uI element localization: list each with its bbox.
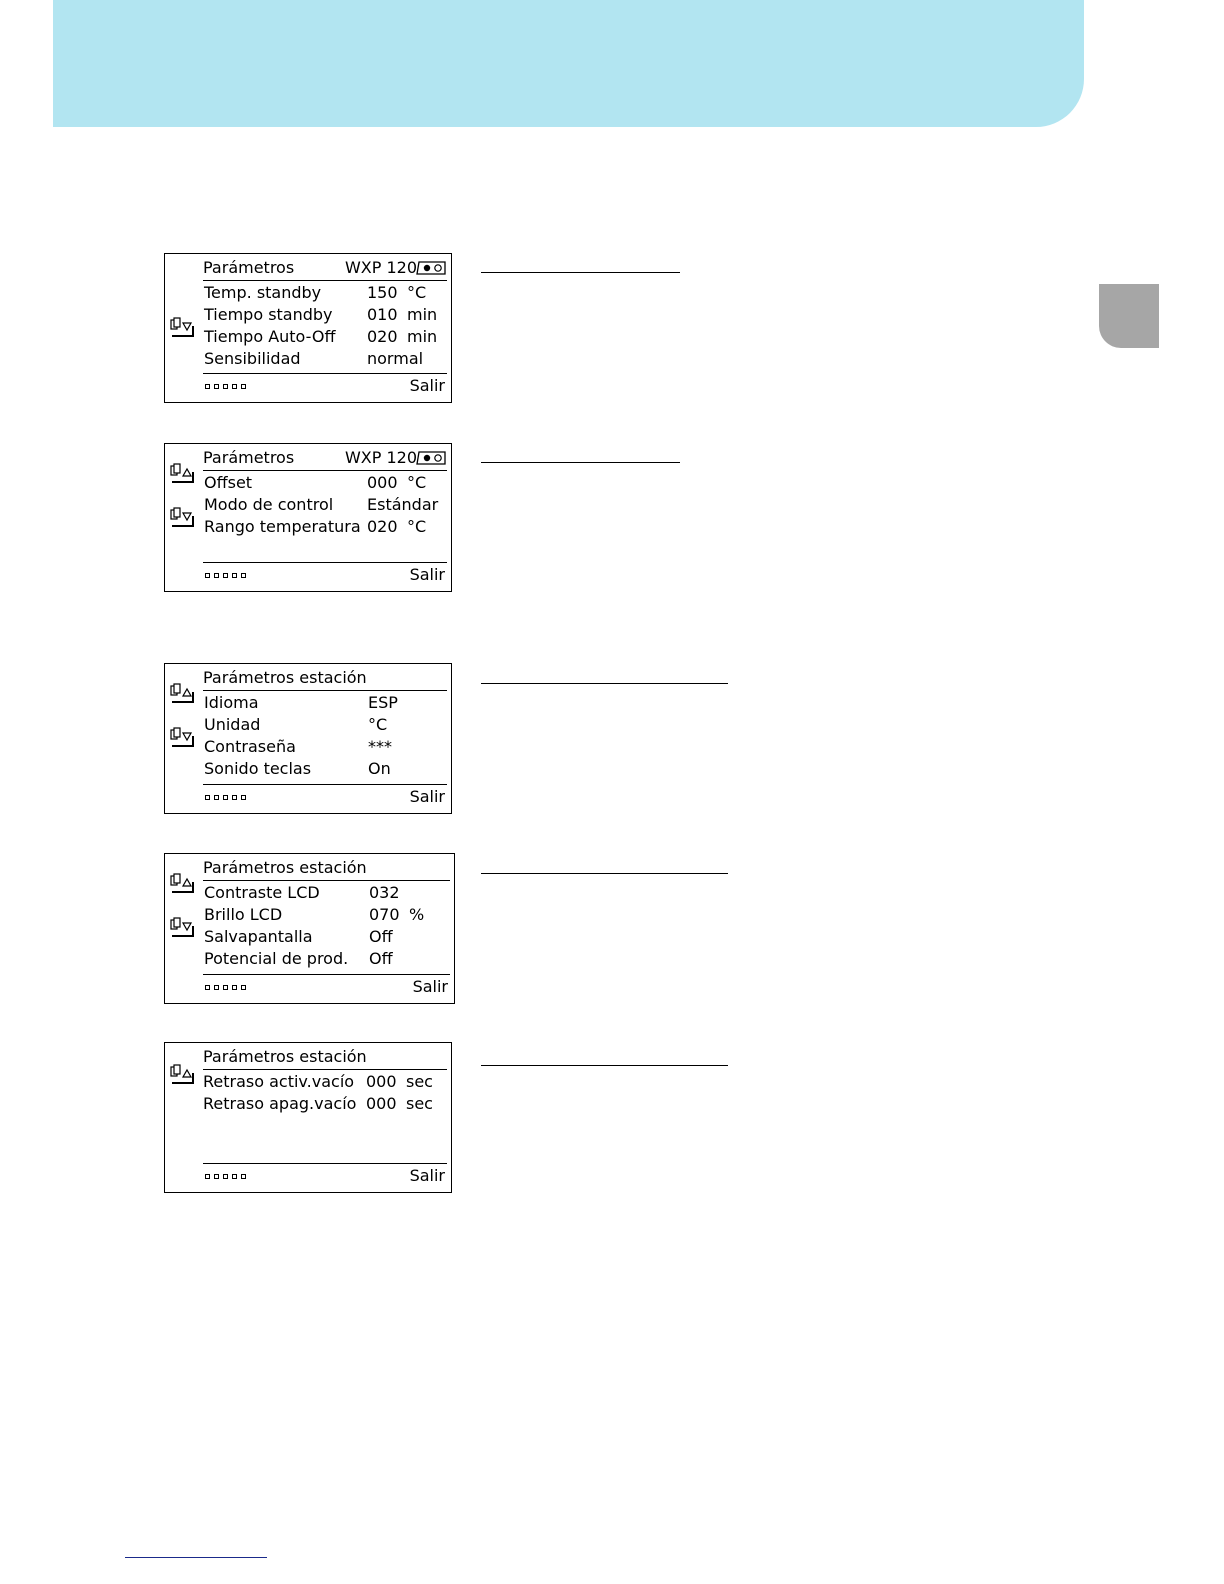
- nav-up-icon[interactable]: [169, 682, 197, 708]
- screen-bottom-bar: [203, 974, 450, 999]
- param-value: 010: [367, 305, 398, 324]
- param-value: 020: [367, 327, 398, 346]
- param-label: Rango temperatura: [204, 517, 361, 536]
- screen-title-row: [203, 858, 450, 881]
- param-row[interactable]: [204, 926, 448, 948]
- param-label: Retraso apag.vacío: [203, 1094, 357, 1113]
- exit-button[interactable]: Salir: [409, 1166, 445, 1185]
- lcd-screen-5: [164, 1042, 452, 1193]
- param-label: Offset: [204, 473, 253, 492]
- param-label: Unidad: [204, 715, 261, 734]
- lcd-screen-2: [164, 443, 452, 592]
- param-row[interactable]: [204, 494, 445, 516]
- param-unit: min: [407, 305, 438, 324]
- parameter-list: [204, 692, 445, 780]
- screen-title-row: [203, 448, 447, 471]
- param-unit: °C: [407, 517, 427, 536]
- nav-up-icon[interactable]: [169, 462, 197, 488]
- param-value: 000: [366, 1094, 397, 1113]
- nav-down-icon[interactable]: [169, 316, 197, 342]
- parameter-list: [204, 282, 445, 370]
- param-row[interactable]: [204, 692, 445, 714]
- param-value: 150: [367, 283, 398, 302]
- lcd-screen-1: [164, 253, 452, 403]
- exit-button[interactable]: Salir: [412, 977, 448, 996]
- screen-title-row: [203, 1047, 447, 1070]
- param-label: Brillo LCD: [204, 905, 283, 924]
- param-row[interactable]: [204, 714, 445, 736]
- exit-button[interactable]: Salir: [409, 565, 445, 584]
- screen-title: Parámetros: [203, 448, 295, 467]
- param-unit: %: [409, 905, 425, 924]
- screen-title: Parámetros estación: [203, 668, 367, 687]
- page-dots: [205, 573, 246, 581]
- tool-toggle-icon: [416, 451, 447, 465]
- param-value: ESP: [368, 693, 398, 712]
- tool-model: WXP 120: [344, 258, 417, 277]
- tool-toggle-icon: [416, 261, 447, 275]
- param-value: ***: [368, 737, 392, 756]
- description-rule: [481, 272, 680, 273]
- param-row[interactable]: [204, 304, 445, 326]
- param-label: Salvapantalla: [204, 927, 313, 946]
- page-dots: [205, 985, 246, 993]
- param-unit: sec: [406, 1072, 433, 1091]
- page-dots: [205, 795, 246, 803]
- param-value: normal: [367, 349, 424, 368]
- screen-bottom-bar: [203, 373, 447, 398]
- param-row[interactable]: [203, 1093, 445, 1115]
- param-row[interactable]: [204, 516, 445, 538]
- param-row[interactable]: [204, 948, 448, 970]
- param-value: 032: [369, 883, 400, 902]
- param-label: Sonido teclas: [204, 759, 312, 778]
- nav-down-icon[interactable]: [169, 506, 197, 532]
- screen-bottom-bar: [203, 562, 447, 587]
- parameter-list: [203, 1071, 445, 1115]
- nav-up-icon[interactable]: [169, 872, 197, 898]
- footer-rule: [125, 1557, 267, 1558]
- param-label: Sensibilidad: [204, 349, 301, 368]
- screen-title: Parámetros: [203, 258, 295, 277]
- param-value: 000: [367, 473, 398, 492]
- param-label: Idioma: [204, 693, 259, 712]
- screen-title-row: [203, 668, 447, 691]
- description-rule: [481, 462, 680, 463]
- param-row[interactable]: [204, 882, 448, 904]
- chapter-tab: [1099, 284, 1159, 348]
- param-row[interactable]: [204, 904, 448, 926]
- param-label: Tiempo Auto-Off: [204, 327, 336, 346]
- screen-title: Parámetros estación: [203, 858, 367, 877]
- param-value: °C: [368, 715, 388, 734]
- exit-button[interactable]: Salir: [409, 376, 445, 395]
- lcd-screen-4: [164, 853, 455, 1004]
- param-row[interactable]: [204, 472, 445, 494]
- param-value: On: [368, 759, 391, 778]
- page-dots: [205, 384, 246, 392]
- exit-button[interactable]: Salir: [409, 787, 445, 806]
- param-row[interactable]: [204, 758, 445, 780]
- tool-model: WXP 120: [344, 448, 417, 467]
- param-unit: min: [407, 327, 438, 346]
- screen-title-row: [203, 258, 447, 281]
- param-value: 000: [366, 1072, 397, 1091]
- screen-title: Parámetros estación: [203, 1047, 367, 1066]
- param-label: Retraso activ.vacío: [203, 1072, 355, 1091]
- page-dots: [205, 1174, 246, 1182]
- param-value: 020: [367, 517, 398, 536]
- param-value: 070: [369, 905, 400, 924]
- nav-down-icon[interactable]: [169, 726, 197, 752]
- param-label: Temp. standby: [204, 283, 322, 302]
- description-rule: [481, 683, 728, 684]
- description-rule: [481, 873, 728, 874]
- param-value: Off: [369, 949, 393, 968]
- screen-bottom-bar: [203, 1163, 447, 1188]
- param-label: Tiempo standby: [204, 305, 333, 324]
- param-row[interactable]: [203, 1071, 445, 1093]
- param-label: Modo de control: [204, 495, 334, 514]
- parameter-list: [204, 882, 448, 970]
- param-label: Contraseña: [204, 737, 296, 756]
- lcd-screen-3: [164, 663, 452, 814]
- param-label: Potencial de prod.: [204, 949, 349, 968]
- param-value: Estándar: [367, 495, 439, 514]
- screen-bottom-bar: [203, 784, 447, 809]
- param-unit: °C: [407, 473, 427, 492]
- param-row[interactable]: [204, 282, 445, 304]
- nav-down-icon[interactable]: [169, 916, 197, 942]
- param-value: Off: [369, 927, 393, 946]
- parameter-list: [204, 472, 445, 538]
- header-band: [53, 0, 1084, 127]
- param-unit: °C: [407, 283, 427, 302]
- nav-up-icon[interactable]: [169, 1063, 197, 1089]
- param-unit: sec: [406, 1094, 433, 1113]
- param-row[interactable]: [204, 326, 445, 348]
- param-row[interactable]: [204, 348, 445, 370]
- description-rule: [481, 1065, 728, 1066]
- param-row[interactable]: [204, 736, 445, 758]
- param-label: Contraste LCD: [204, 883, 320, 902]
